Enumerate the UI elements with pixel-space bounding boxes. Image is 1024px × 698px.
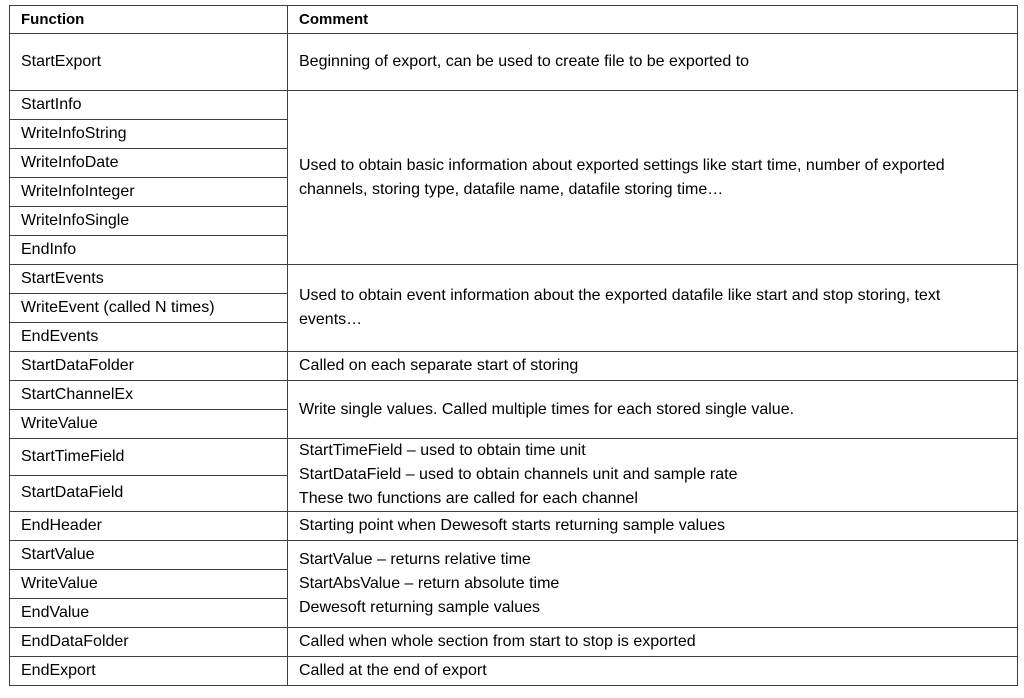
comment-cell <box>288 91 1018 265</box>
function-cell: EndInfo <box>10 236 288 265</box>
function-cell: EndHeader <box>10 512 288 541</box>
table-row <box>10 91 1018 120</box>
comment-cell <box>288 352 1018 381</box>
comment-cell <box>288 657 1018 686</box>
table-row <box>10 439 1018 476</box>
function-cell: StartDataField <box>10 475 288 512</box>
comment-line: Used to obtain event information about the exported datafile like start and stop storing, text events… <box>299 287 941 328</box>
function-cell: WriteInfoSingle <box>10 207 288 236</box>
comment-line: StartTimeField – used to obtain time unit <box>299 442 586 459</box>
header-function: Function <box>10 6 288 34</box>
comment-cell <box>288 34 1018 91</box>
table-row <box>10 628 1018 657</box>
function-cell: WriteValue <box>10 410 288 439</box>
function-cell: EndDataFolder <box>10 628 288 657</box>
function-cell: StartEvents <box>10 265 288 294</box>
comment-line: Dewesoft returning sample values <box>299 599 541 616</box>
table-header-row <box>10 6 1018 34</box>
function-comment-table <box>9 5 1018 686</box>
comment-line: Called on each separate start of storing <box>299 357 579 374</box>
comment-line: Write single values. Called multiple times for each stored single value. <box>299 400 795 418</box>
comment-cell <box>288 628 1018 657</box>
comment-line: Called when whole section from start to stop is exported <box>299 633 696 650</box>
comment-line: StartAbsValue – return absolute time <box>299 575 560 592</box>
comment-line: Starting point when Dewesoft starts returning sample values <box>299 517 725 534</box>
function-cell: EndExport <box>10 657 288 686</box>
comment-cell <box>288 439 1018 512</box>
table-row <box>10 352 1018 381</box>
function-cell: StartValue <box>10 541 288 570</box>
comment-cell <box>288 381 1018 439</box>
function-cell: WriteInfoInteger <box>10 178 288 207</box>
table-row <box>10 34 1018 91</box>
comment-line: Used to obtain basic information about exported settings like start time, number of exported channels, storing type, datafile name, datafile storing time… <box>299 156 945 198</box>
table-row <box>10 265 1018 294</box>
function-cell: StartInfo <box>10 91 288 120</box>
function-cell: WriteInfoString <box>10 120 288 149</box>
table-row <box>10 381 1018 410</box>
function-cell: StartExport <box>10 34 288 91</box>
function-cell: StartTimeField <box>10 439 288 476</box>
function-cell: WriteValue <box>10 570 288 599</box>
comment-cell <box>288 541 1018 628</box>
function-cell: EndValue <box>10 599 288 628</box>
table-row <box>10 512 1018 541</box>
comment-line: Beginning of export, can be used to create file to be exported to <box>299 53 750 70</box>
table-row <box>10 541 1018 570</box>
function-cell: WriteInfoDate <box>10 149 288 178</box>
comment-line: Called at the end of export <box>299 662 487 679</box>
comment-line: StartValue – returns relative time <box>299 551 531 568</box>
function-cell: EndEvents <box>10 323 288 352</box>
comment-line: These two functions are called for each channel <box>299 490 638 507</box>
function-cell: StartChannelEx <box>10 381 288 410</box>
comment-cell <box>288 265 1018 352</box>
header-comment: Comment <box>288 6 1018 34</box>
comment-line: StartDataField – used to obtain channels unit and sample rate <box>299 466 738 483</box>
comment-cell <box>288 512 1018 541</box>
function-cell: StartDataFolder <box>10 352 288 381</box>
function-cell: WriteEvent (called N times) <box>10 294 288 323</box>
table-row <box>10 657 1018 686</box>
